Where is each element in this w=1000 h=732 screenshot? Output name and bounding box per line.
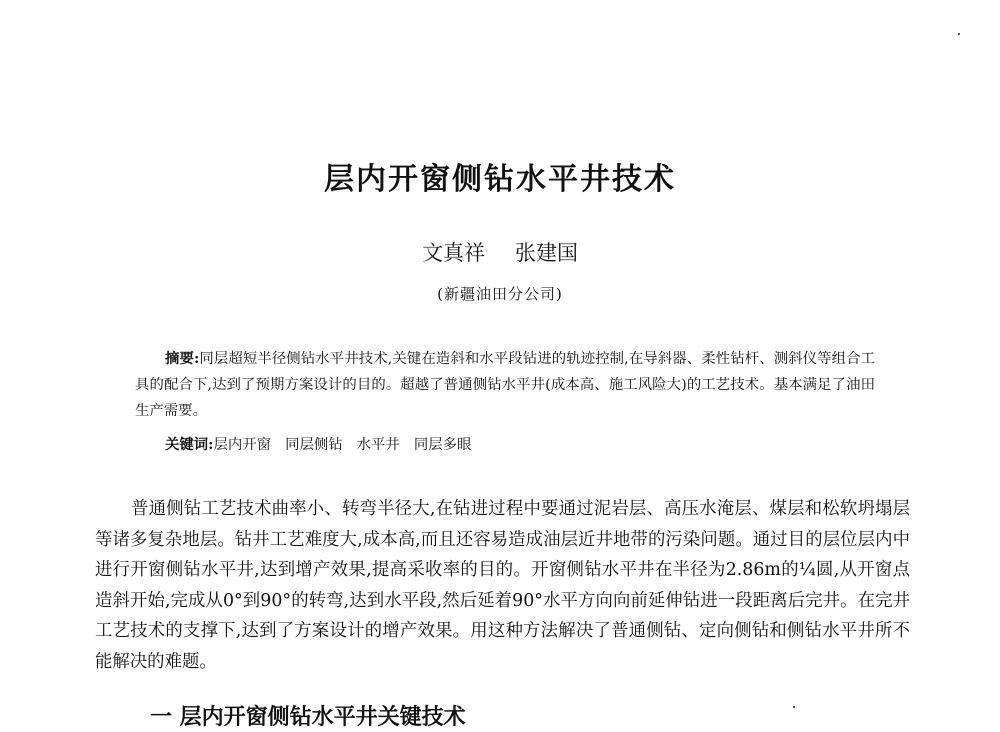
author-name: 文真祥 (422, 241, 485, 265)
abstract-text: 同层超短半径侧钻水平井技术,关键在造斜和水平段钻进的轨迹控制,在导斜器、柔性钻杆、测斜仪等组合工具的配合下,达到了预期方案设计的目的。超越了普通侧钻水平井(成本高、施工风险大)的工艺技术。基本满足了油田生产需要。 (135, 351, 876, 419)
author-name: 张建国 (515, 241, 578, 265)
author-list (0, 238, 1000, 268)
keyword: 层内开窗 (213, 437, 272, 453)
scan-speck (793, 706, 795, 708)
body-paragraph: 普通侧钻工艺技术曲率小、转弯半径大,在钻进过程中要通过泥岩层、高压水淹层、煤层和松软坍塌层等诸多复杂地层。钻井工艺难度大,成本高,而且还容易造成油层近井地带的污染问题。通过目的层位层内中进行开窗侧钻水平井,达到增产效果,提高采收率的目的。开窗侧钻水平井在半径为2.86m的¼圆,从开窗点造斜开始,完成从0°到90°的转弯,达到水平段,然后延着90°水平方向向前延伸钻进一段距离后完井。在完井工艺技术的支撑下,达到了方案设计的增产效果。用这种方法解决了普通侧钻、定向侧钻和侧钻水平井所不能解决的难题。 (95, 499, 910, 672)
keywords-label: 关键词: (165, 436, 214, 453)
keyword: 水平井 (356, 437, 400, 453)
abstract-label: 摘要: (165, 350, 200, 367)
author-affiliation: (新疆油田分公司) (437, 285, 563, 303)
paper-title: 层内开窗侧钻水平井技术 (324, 162, 676, 197)
keywords (165, 432, 875, 458)
keyword: 同层多眼 (413, 437, 472, 453)
scan-speck (958, 33, 960, 35)
section-heading: 一 层内开窗侧钻水平井关键技术 (150, 704, 466, 730)
keyword: 同层侧钻 (285, 437, 343, 453)
abstract (135, 346, 875, 424)
